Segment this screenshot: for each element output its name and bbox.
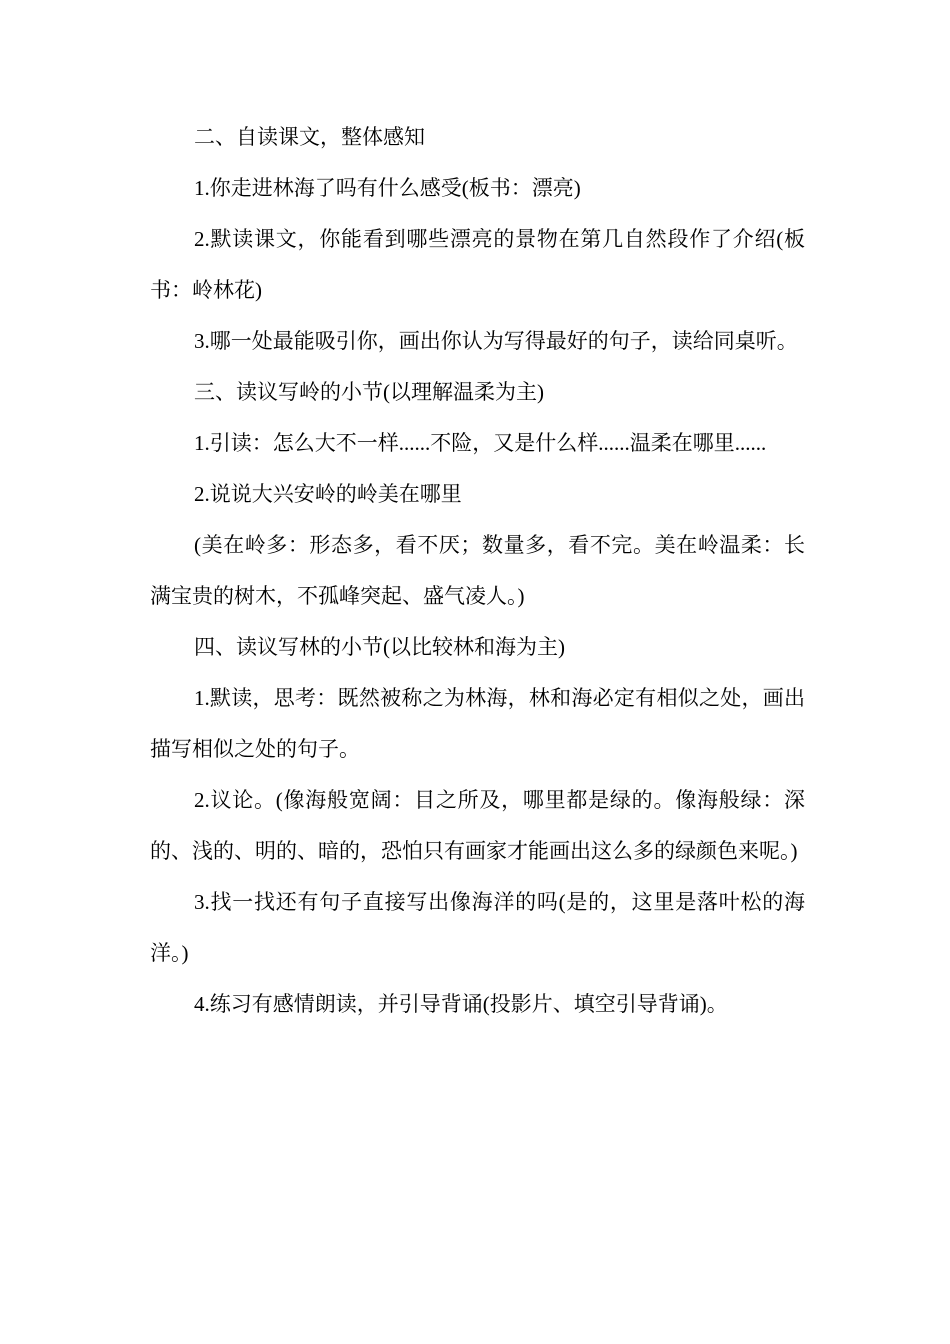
- list-item: 2.默读课文，你能看到哪些漂亮的景物在第几自然段作了介绍(板书：岭林花): [150, 227, 805, 302]
- list-item: 1.你走进林海了吗有什么感受(板书：漂亮): [194, 176, 581, 200]
- section-heading-4: 四、读议写林的小节(以比较林和海为主): [194, 635, 565, 659]
- list-item: 3.哪一处最能吸引你，画出你认为写得最好的句子，读给同桌听。: [194, 329, 798, 353]
- section-heading-3: 三、读议写岭的小节(以理解温柔为主): [194, 380, 544, 404]
- list-item: 2.说说大兴安岭的岭美在哪里: [194, 482, 462, 506]
- list-item: 2.议论。(像海般宽阔：目之所及，哪里都是绿的。像海般绿：深的、浅的、明的、暗的，恐怕只有画家才能画出这么多的绿颜色来呢。): [150, 788, 805, 863]
- list-item: 3.找一找还有句子直接写出像海洋的吗(是的，这里是落叶松的海洋。): [150, 890, 805, 965]
- document-body: [150, 112, 805, 1030]
- list-item: 1.默读，思考：既然被称之为林海，林和海必定有相似之处，画出描写相似之处的句子。: [150, 686, 805, 761]
- list-item: 4.练习有感情朗读，并引导背诵(投影片、填空引导背诵)。: [194, 992, 728, 1016]
- list-item: 1.引读：怎么大不一样......不险，又是什么样......温柔在哪里......: [194, 431, 767, 455]
- section-heading-2: 二、自读课文，整体感知: [194, 125, 425, 149]
- note-paragraph: (美在岭多：形态多，看不厌；数量多，看不完。美在岭温柔：长满宝贵的树木，不孤峰突起、盛气凌人。): [150, 533, 805, 608]
